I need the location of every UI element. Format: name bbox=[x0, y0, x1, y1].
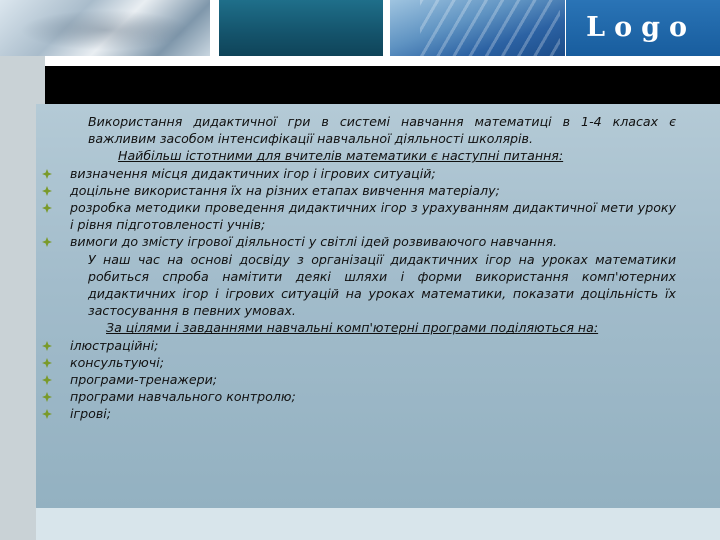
problems-heading bbox=[40, 147, 676, 164]
logo: Logo bbox=[586, 12, 696, 43]
list-item-text: консультуючі; bbox=[70, 354, 164, 370]
list-item-text: ілюстраційні; bbox=[70, 337, 159, 353]
list-item bbox=[40, 388, 676, 405]
header-photo-hands bbox=[0, 0, 210, 56]
list-item-text: програми навчального контролю; bbox=[70, 389, 296, 405]
slide-content bbox=[40, 113, 676, 423]
list-item bbox=[40, 337, 676, 354]
diamond-bullet-icon bbox=[42, 341, 52, 351]
programs-heading-text: За цілями і завданнями навчальні комп'ютерні програми поділяються на: bbox=[106, 320, 599, 336]
problems-list bbox=[40, 165, 676, 251]
title-bar bbox=[45, 66, 720, 104]
diamond-bullet-icon bbox=[42, 375, 52, 385]
experience-paragraph: У наш час на основі досвіду з організації дидактичних ігор на уроках математики робиться спроба намітити деякі шляхи і форми використання комп'ютерних дидактичних ігор і ігрових ситуацій на уроках математики, показати доцільність їх застосування в певних умовах. bbox=[88, 251, 676, 319]
diamond-bullet-icon bbox=[42, 203, 52, 213]
programs-heading bbox=[40, 319, 676, 336]
diamond-bullet-icon bbox=[42, 409, 52, 419]
list-item bbox=[40, 165, 676, 182]
bottom-strip bbox=[36, 508, 720, 540]
diamond-bullet-icon bbox=[42, 169, 52, 179]
programs-list bbox=[40, 337, 676, 423]
list-item bbox=[40, 354, 676, 371]
list-item-text: визначення місця дидактичних ігор і ігрових ситуацій; bbox=[70, 165, 436, 181]
list-item-text: доцільне використання їх на різних етапах вивчення матеріалу; bbox=[70, 182, 500, 198]
list-item bbox=[40, 182, 676, 199]
problems-heading-text: Найбільш істотними для вчителів математики є наступні питання: bbox=[118, 148, 564, 164]
list-item bbox=[40, 233, 676, 250]
header-photo-teal bbox=[219, 0, 383, 56]
list-item bbox=[40, 371, 676, 388]
list-item-text: ігрові; bbox=[70, 406, 111, 422]
header-banner bbox=[0, 0, 720, 56]
diamond-bullet-icon bbox=[42, 358, 52, 368]
list-item-text: розробка методики проведення дидактичних ігор з урахуванням дидактичної мети уроку і рівня підготовленості учнів; bbox=[70, 200, 676, 233]
list-item-text: вимоги до змісту ігрової діяльності у світлі ідей розвиваючого навчання. bbox=[70, 234, 557, 250]
diamond-bullet-icon bbox=[42, 186, 52, 196]
list-item bbox=[40, 199, 676, 233]
header-photo-building bbox=[390, 0, 565, 56]
list-item-text: програми-тренажери; bbox=[70, 372, 218, 388]
list-item bbox=[40, 405, 676, 422]
diamond-bullet-icon bbox=[42, 237, 52, 247]
diamond-bullet-icon bbox=[42, 392, 52, 402]
intro-paragraph: Використання дидактичної гри в системі навчання математиці в 1-4 класах є важливим засобом інтенсифікації навчальної діяльності школярів. bbox=[88, 114, 676, 147]
